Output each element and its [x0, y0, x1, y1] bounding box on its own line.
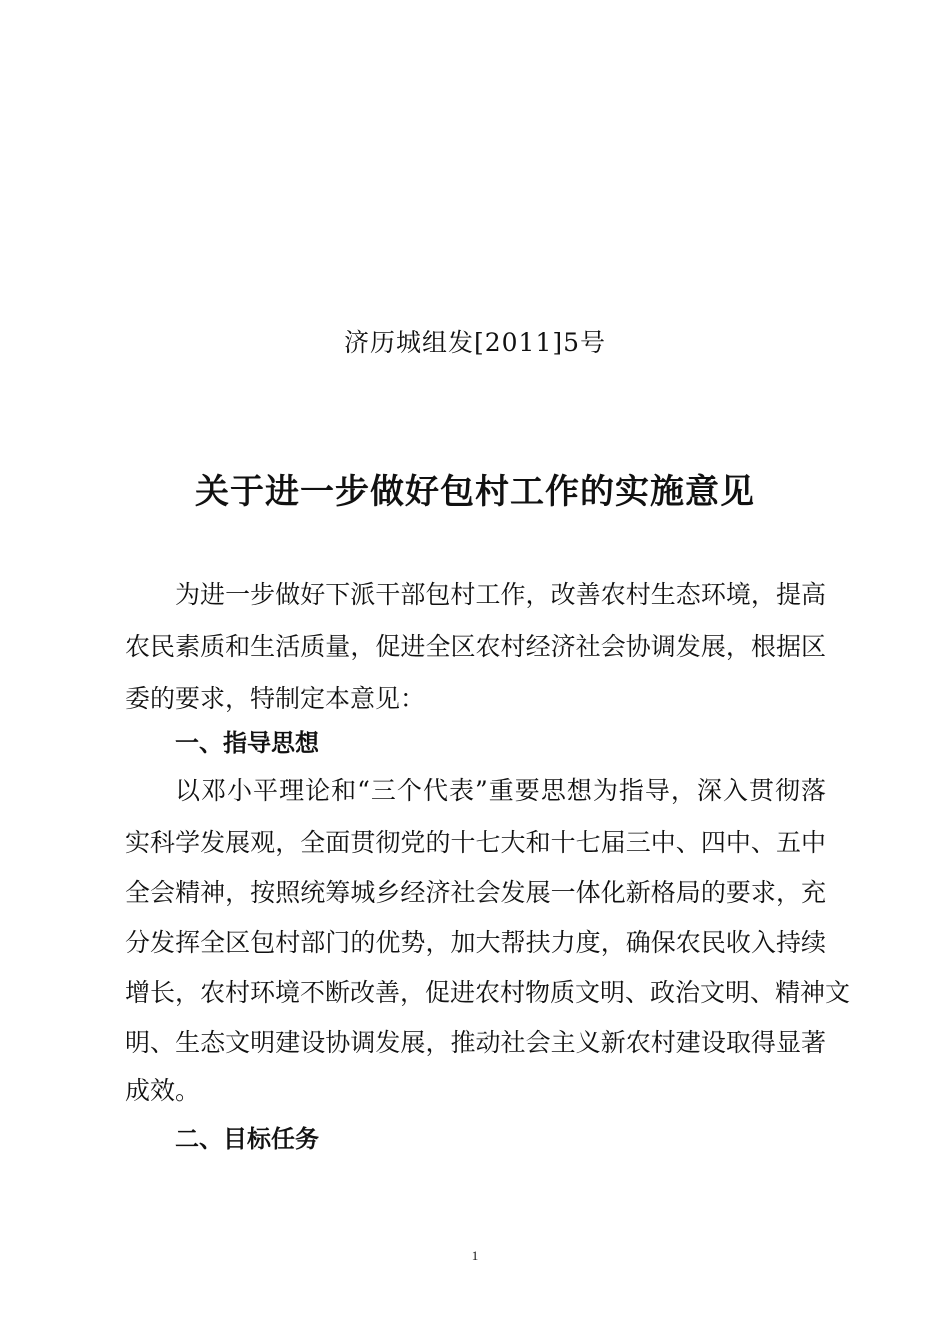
- paragraph-line: 增长，农村环境不断改善，促进农村物质文明、政治文明、精神文: [125, 978, 851, 1007]
- paragraph-line: 农民素质和生活质量，促进全区农村经济社会协调发展，根据区: [125, 632, 826, 661]
- paragraph-line: 成效。: [125, 1076, 201, 1105]
- section-heading-guiding-ideology: 一、指导思想: [175, 729, 319, 757]
- paragraph-line: 为进一步做好下派干部包村工作，改善农村生态环境，提高: [175, 580, 826, 609]
- paragraph-line: 全会精神，按照统筹城乡经济社会发展一体化新格局的要求，充: [125, 878, 826, 907]
- paragraph-line: 分发挥全区包村部门的优势，加大帮扶力度，确保农民收入持续: [125, 928, 826, 957]
- document-title: 关于进一步做好包村工作的实施意见: [195, 472, 755, 512]
- paragraph-line: 实科学发展观，全面贯彻党的十七大和十七届三中、四中、五中: [125, 828, 826, 857]
- section-heading-goals-tasks: 二、目标任务: [175, 1125, 319, 1153]
- paragraph-line: 以邓小平理论和“三个代表”重要思想为指导，深入贯彻落: [175, 776, 826, 805]
- document-number: 济历城组发[2011]5号: [343, 328, 607, 357]
- paragraph-line: 委的要求，特制定本意见：: [125, 684, 426, 713]
- page-number: 1: [471, 1248, 479, 1263]
- paragraph-line: 明、生态文明建设协调发展，推动社会主义新农村建设取得显著: [125, 1028, 826, 1057]
